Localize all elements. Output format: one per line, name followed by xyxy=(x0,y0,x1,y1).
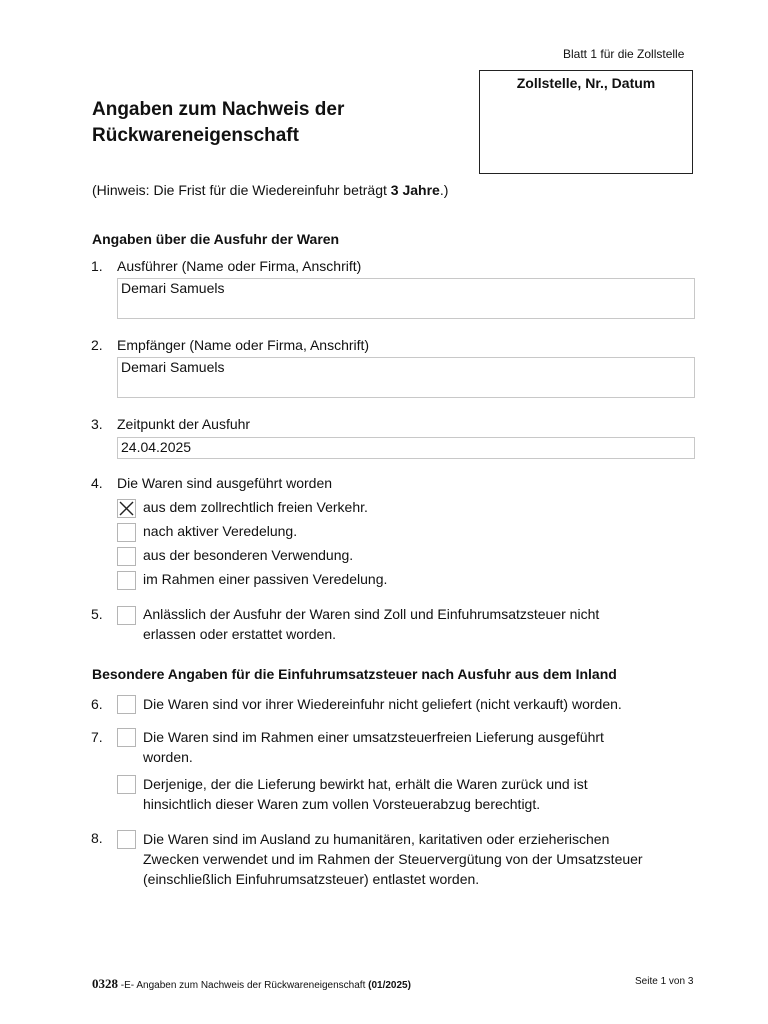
hint-bold: 3 Jahre xyxy=(390,182,440,198)
form-text: -E- Angaben zum Nachweis der Rückwareneigenschaft xyxy=(118,980,369,991)
hint-suffix: .) xyxy=(439,182,449,198)
footer-form-info xyxy=(92,976,411,992)
q7-sub-text xyxy=(143,774,588,814)
deadline-hint xyxy=(92,182,448,198)
checkbox-humanitarian-use[interactable] xyxy=(117,830,136,849)
checkbox-not-sold[interactable] xyxy=(117,695,136,714)
q7-text xyxy=(143,727,604,767)
page-title-line2: Rückwareneigenschaft xyxy=(92,125,299,146)
q5-text xyxy=(143,604,599,644)
export-date-field[interactable]: 24.04.2025 xyxy=(117,437,695,459)
exporter-field[interactable]: Demari Samuels xyxy=(117,278,695,319)
checkbox-active-processing[interactable] xyxy=(117,523,136,542)
q8-text xyxy=(143,829,643,889)
hint-prefix: (Hinweis: Die Frist für die Wiedereinfuhr beträgt xyxy=(92,182,391,198)
q7-number: 7. xyxy=(91,729,103,745)
q3-number: 3. xyxy=(91,416,103,432)
page-title xyxy=(92,97,344,149)
q5-line1: Anlässlich der Ausfuhr der Waren sind Zoll und Einfuhrumsatzsteuer nicht xyxy=(143,606,600,622)
form-version: (01/2025) xyxy=(368,980,411,991)
q8-number: 8. xyxy=(91,830,103,846)
q7-sub-line1: Derjenige, der die Lieferung bewirkt hat, erhält die Waren zurück und ist xyxy=(143,776,588,792)
q8-line2: Zwecken verwendet und im Rahmen der Steuervergütung von der Umsatzsteuer xyxy=(143,851,643,867)
option-active-processing-label: nach aktiver Veredelung. xyxy=(143,523,298,539)
checkbox-duty-not-remitted[interactable] xyxy=(117,606,136,625)
q2-label: Empfänger (Name oder Firma, Anschrift) xyxy=(117,337,370,353)
option-free-circulation-label: aus dem zollrechtlich freien Verkehr. xyxy=(143,499,368,515)
sheet-label: Blatt 1 für die Zollstelle xyxy=(563,47,685,61)
option-end-use-label: aus der besonderen Verwendung. xyxy=(143,547,354,563)
q8-line3: (einschließlich Einfuhrumsatzsteuer) entlastet worden. xyxy=(143,871,480,887)
q6-number: 6. xyxy=(91,696,103,712)
q1-label: Ausführer (Name oder Firma, Anschrift) xyxy=(117,258,362,274)
section-vat-heading: Besondere Angaben für die Einfuhrumsatzsteuer nach Ausfuhr aus dem Inland xyxy=(92,666,617,682)
customs-office-box[interactable] xyxy=(479,70,693,174)
q7-sub-line2: hinsichtlich dieser Waren zum vollen Vorsteuerabzug berechtigt. xyxy=(143,796,541,812)
form-code: 0328 xyxy=(92,976,118,991)
q6-text: Die Waren sind vor ihrer Wiedereinfuhr nicht geliefert (nicht verkauft) worden. xyxy=(143,696,622,712)
q1-number: 1. xyxy=(91,258,103,274)
option-passive-processing-label: im Rahmen einer passiven Veredelung. xyxy=(143,571,388,587)
q2-number: 2. xyxy=(91,337,103,353)
q8-line1: Die Waren sind im Ausland zu humanitären, karitativen oder erzieherischen xyxy=(143,831,610,847)
q7-line2: worden. xyxy=(143,749,193,765)
q5-number: 5. xyxy=(91,606,103,622)
customs-office-box-label: Zollstelle, Nr., Datum xyxy=(516,75,656,91)
checkbox-tax-free-delivery[interactable] xyxy=(117,728,136,747)
checkbox-input-tax-deduction[interactable] xyxy=(117,775,136,794)
page-title-line1: Angaben zum Nachweis der xyxy=(92,99,345,120)
checkbox-free-circulation[interactable] xyxy=(117,499,136,518)
q4-number: 4. xyxy=(91,475,103,491)
q7-line1: Die Waren sind im Rahmen einer umsatzsteuerfreien Lieferung ausgeführt xyxy=(143,729,604,745)
section-export-heading: Angaben über die Ausfuhr der Waren xyxy=(92,231,340,247)
checkmark-x-icon xyxy=(118,500,135,517)
checkbox-passive-processing[interactable] xyxy=(117,571,136,590)
q4-label: Die Waren sind ausgeführt worden xyxy=(117,475,333,491)
page-number: Seite 1 von 3 xyxy=(635,976,694,987)
q3-label: Zeitpunkt der Ausfuhr xyxy=(117,416,251,432)
q5-line2: erlassen oder erstattet worden. xyxy=(143,626,336,642)
recipient-field[interactable]: Demari Samuels xyxy=(117,357,695,398)
checkbox-end-use[interactable] xyxy=(117,547,136,566)
